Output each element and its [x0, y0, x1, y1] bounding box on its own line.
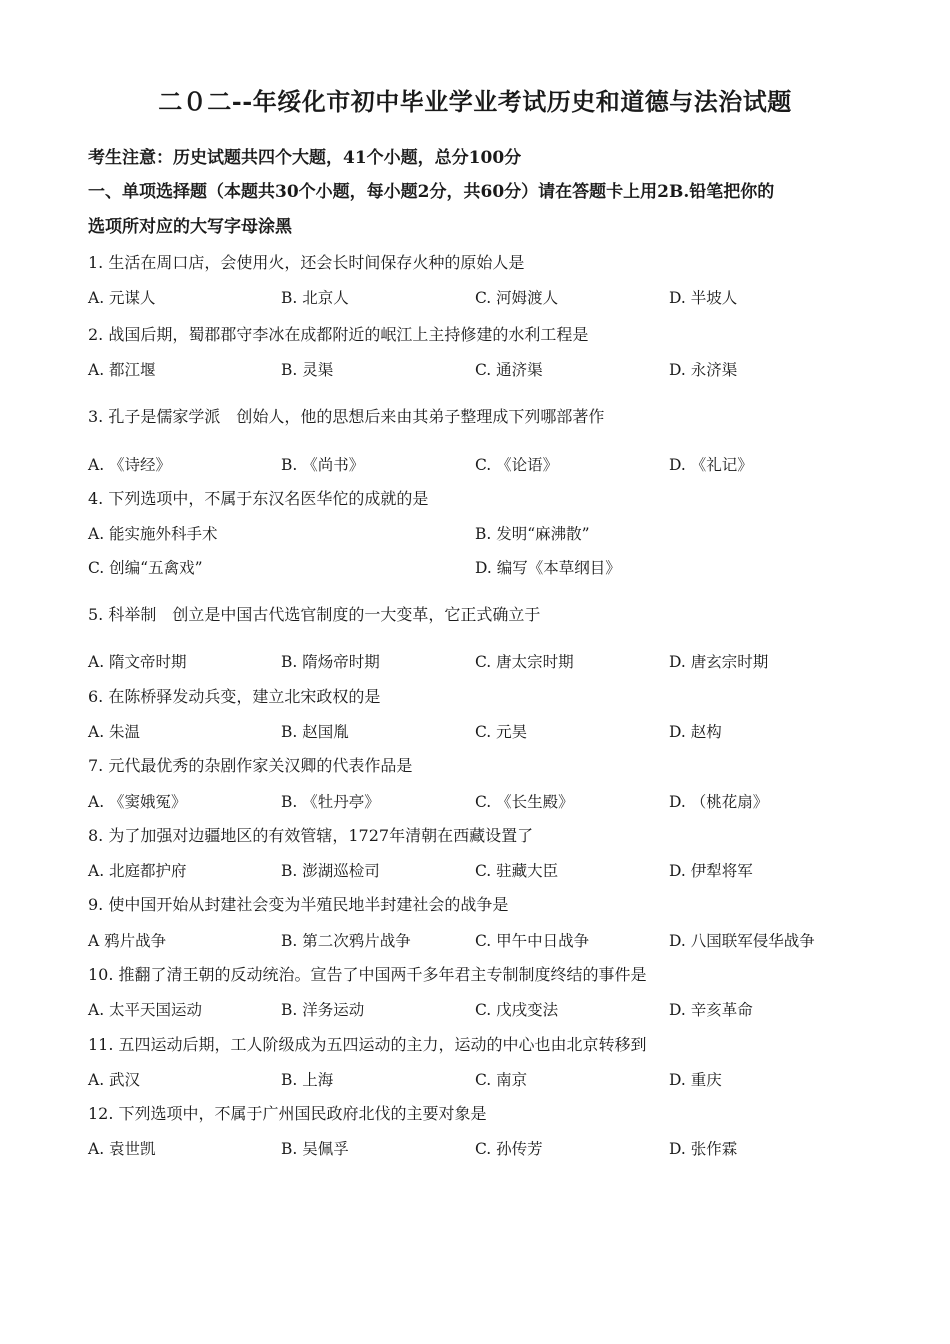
option-c: C. 驻藏大臣	[475, 862, 559, 880]
question-stem: 5. 科举制 创立是中国古代选官制度的一大变革，它正式确立于	[88, 605, 541, 624]
option-c: C. 《长生殿》	[475, 793, 574, 811]
option-b: B. 赵国胤	[281, 723, 349, 741]
option-a: A. 太平天国运动	[88, 1001, 203, 1019]
question-stem: 6. 在陈桥驿发动兵变，建立北宋政权的是	[88, 687, 381, 706]
question-stem: 7. 元代最优秀的杂剧作家关汉卿的代表作品是	[88, 756, 413, 775]
option-d: D. 辛亥革命	[669, 1001, 753, 1019]
option-c: C. 南京	[475, 1071, 528, 1089]
option-b: B. 《尚书》	[281, 456, 365, 474]
question-stem: 3. 孔子是儒家学派 创始人，他的思想后来由其弟子整理成下列哪部著作	[88, 407, 605, 426]
section-heading-line2: 选项所对应的大写字母涂黑	[88, 217, 292, 237]
question-stem: 2. 战国后期，蜀郡郡守李冰在成都附近的岷江上主持修建的水利工程是	[88, 325, 589, 344]
option-b: B. 澎湖巡检司	[281, 862, 380, 880]
option-d: D. 伊犁将军	[669, 862, 753, 880]
option-c: C. 《论语》	[475, 456, 559, 474]
option-d: D. 《礼记》	[669, 456, 753, 474]
option-c: C. 唐太宗时期	[475, 653, 574, 671]
option-c: C. 孙传芳	[475, 1140, 543, 1158]
option-c: C. 戊戌变法	[475, 1001, 559, 1019]
option-b: B. 发明“麻沸散”	[475, 525, 590, 543]
option-d: D. 半坡人	[669, 289, 738, 307]
option-b: B. 吴佩孚	[281, 1140, 349, 1158]
question-stem: 12. 下列选项中，不属于广州国民政府北伐的主要对象是	[88, 1104, 487, 1123]
exam-notice: 考生注意：历史试题共四个大题，41个小题，总分100分	[88, 148, 522, 168]
option-b: B. 《牡丹亭》	[281, 793, 380, 811]
question-stem: 1. 生活在周口店，会使用火，还会长时间保存火种的原始人是	[88, 253, 525, 272]
option-a: A. 朱温	[88, 723, 141, 741]
option-c: C. 甲午中日战争	[475, 932, 590, 950]
option-d: D. 八国联军侵华战争	[669, 932, 815, 950]
question-stem: 10. 推翻了清王朝的反动统治。宣告了中国两千多年君主专制制度终结的事件是	[88, 965, 647, 984]
option-d: D. （桃花扇》	[669, 793, 769, 811]
option-d: D. 重庆	[669, 1071, 722, 1089]
option-c: C. 河姆渡人	[475, 289, 559, 307]
option-c: C. 创编“五禽戏”	[88, 559, 203, 577]
option-a: A. 隋文帝时期	[88, 653, 187, 671]
question-stem: 8. 为了加强对边疆地区的有效管辖，1727年清朝在西藏设置了	[88, 826, 534, 845]
question-stem: 11. 五四运动后期，工人阶级成为五四运动的主力，运动的中心也由北京转移到	[88, 1035, 647, 1054]
option-a: A. 都江堰	[88, 361, 156, 379]
option-b: B. 灵渠	[281, 361, 334, 379]
option-d: D. 赵构	[669, 723, 722, 741]
option-d: D. 张作霖	[669, 1140, 738, 1158]
option-a: A. 北庭都护府	[88, 862, 187, 880]
page-title: 二０二--年绥化市初中毕业学业考试历史和道德与法治试题	[158, 87, 792, 116]
option-c: C. 元昊	[475, 723, 528, 741]
option-c: C. 通济渠	[475, 361, 543, 379]
option-d: D. 唐玄宗时期	[669, 653, 769, 671]
question-stem: 9. 使中国开始从封建社会变为半殖民地半封建社会的战争是	[88, 895, 509, 914]
option-b: B. 北京人	[281, 289, 349, 307]
option-b: B. 隋炀帝时期	[281, 653, 380, 671]
option-b: B. 上海	[281, 1071, 334, 1089]
question-stem: 4. 下列选项中，不属于东汉名医华佗的成就的是	[88, 489, 429, 508]
option-a: A. 《窦娥冤》	[88, 793, 187, 811]
option-d: D. 编写《本草纲目》	[475, 559, 621, 577]
option-a: A. 元谋人	[88, 289, 156, 307]
option-a: A. 《诗经》	[88, 456, 172, 474]
option-a: A. 袁世凯	[88, 1140, 156, 1158]
section-heading-line1: 一、单项选择题（本题共30个小题，每小题2分，共60分）请在答题卡上用2B.铅笔把你的	[88, 182, 775, 202]
option-a: A 鸦片战争	[88, 932, 167, 950]
option-b: B. 洋务运动	[281, 1001, 365, 1019]
option-d: D. 永济渠	[669, 361, 738, 379]
option-b: B. 第二次鸦片战争	[281, 932, 411, 950]
option-a: A. 武汉	[88, 1071, 141, 1089]
option-a: A. 能实施外科手术	[88, 525, 218, 543]
